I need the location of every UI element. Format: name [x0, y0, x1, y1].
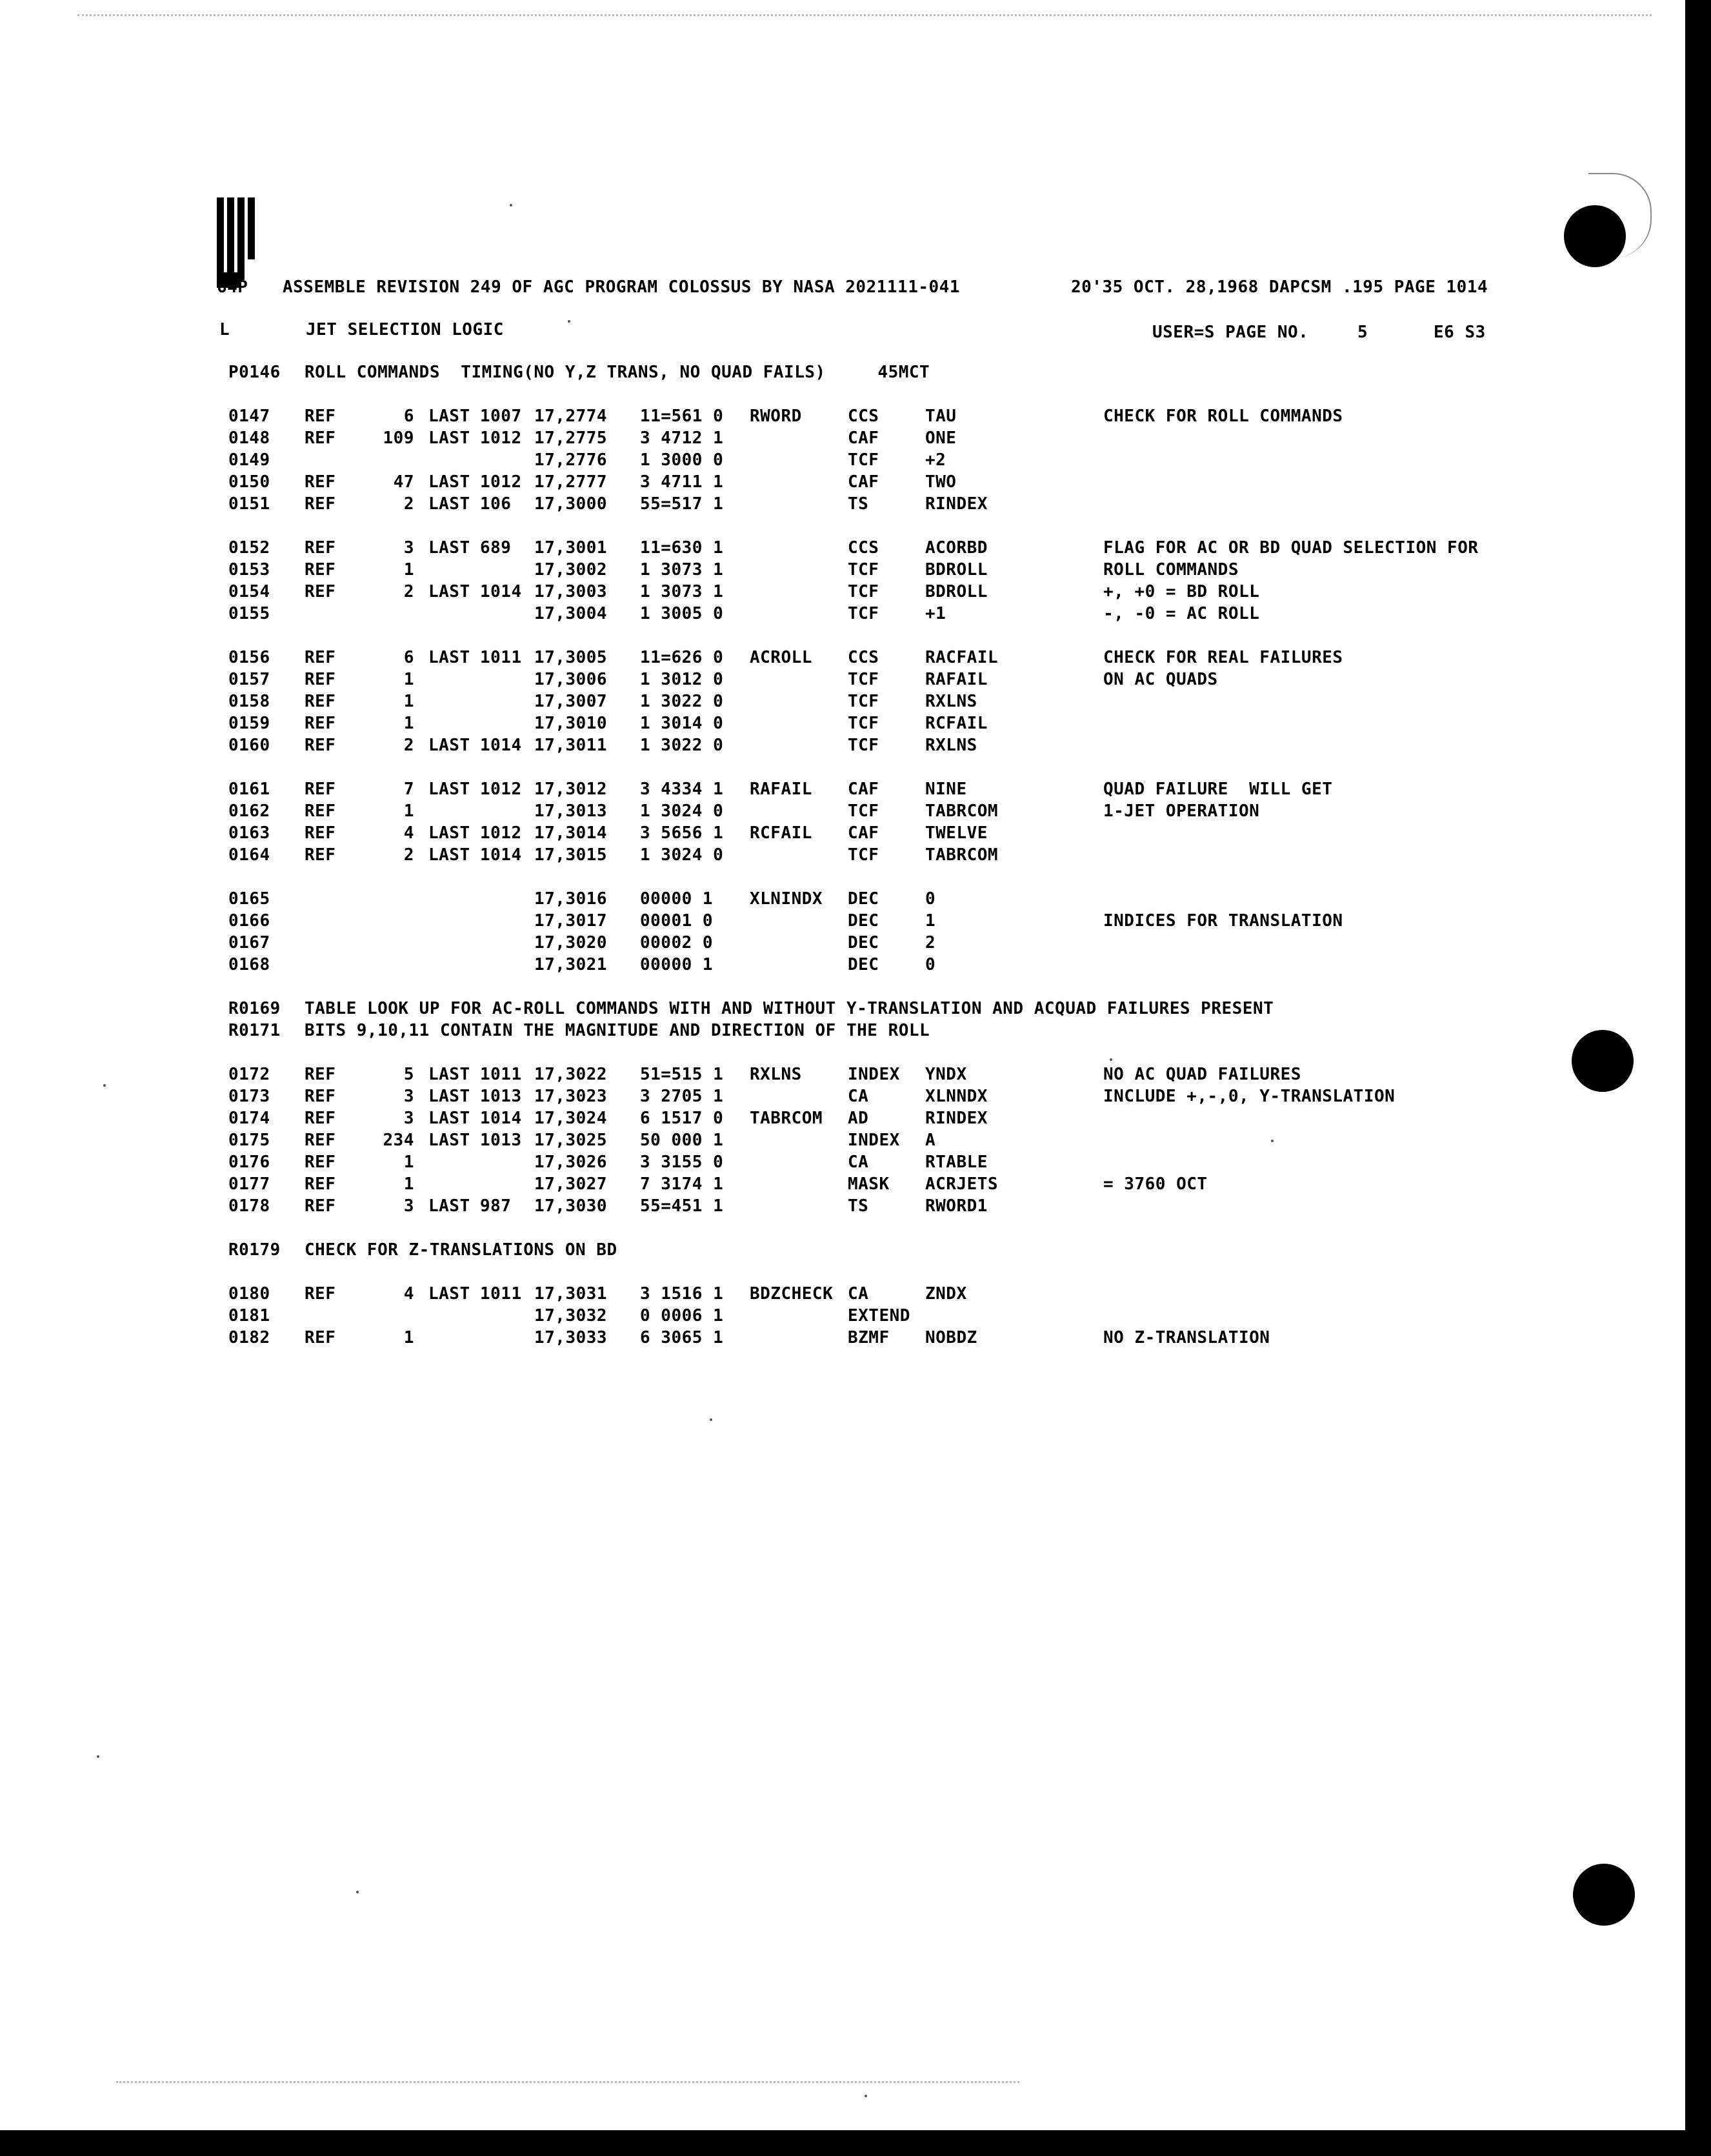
field-rep: REF — [305, 1174, 336, 1194]
field-op: CCS — [848, 538, 879, 558]
field-rep: REF — [305, 582, 336, 601]
field-num: 0164 — [228, 845, 270, 865]
field-op: CA — [848, 1153, 869, 1172]
field-lastn: 689 — [480, 538, 512, 558]
field-op: TCF — [848, 560, 879, 579]
field-cmt: 1-JET OPERATION — [1103, 801, 1260, 821]
field-last: LAST — [428, 1087, 470, 1106]
user-page-label: USER=S PAGE NO. — [1152, 323, 1309, 342]
field-arg: TAU — [925, 407, 957, 426]
field-rep: REF — [305, 1109, 336, 1128]
field-op: DEC — [848, 933, 879, 952]
field-arg: ONE — [925, 428, 957, 448]
field-op: TCF — [848, 582, 879, 601]
field-cnt: 1 — [403, 714, 414, 733]
code-listing — [228, 0, 1680, 2130]
scan-speck — [97, 1755, 99, 1758]
field-cnt: 1 — [403, 1174, 414, 1194]
field-cnt: 3 — [403, 1196, 414, 1216]
field-code: 1 3005 0 — [640, 604, 724, 623]
field-rep: REF — [305, 780, 336, 799]
field-op: CAF — [848, 780, 879, 799]
field-arg: 1 — [925, 911, 936, 931]
scan-border-right — [1685, 0, 1711, 2156]
field-loc: TABRCOM — [750, 1109, 823, 1128]
field-op: DEC — [848, 911, 879, 931]
field-rep: REF — [305, 801, 336, 821]
field-op: MASK — [848, 1174, 890, 1194]
field-arg: NINE — [925, 780, 967, 799]
field-rep: REF — [305, 714, 336, 733]
field-op: CCS — [848, 407, 879, 426]
field-code: 1 3014 0 — [640, 714, 724, 733]
field-num: 0158 — [228, 692, 270, 711]
field-cnt: 1 — [403, 560, 414, 579]
field-lastn: 1014 — [480, 736, 522, 755]
field-last: LAST — [428, 407, 470, 426]
field-addr: 17,3024 — [534, 1109, 608, 1128]
field-code: 3 4712 1 — [640, 428, 724, 448]
field-arg: RXLNS — [925, 692, 977, 711]
field-addr: 17,3021 — [534, 955, 608, 974]
field-code: 50 000 1 — [640, 1131, 724, 1150]
field-cmt: CHECK FOR ROLL COMMANDS — [1103, 407, 1343, 426]
field-cmt: INCLUDE +,-,0, Y-TRANSLATION — [1103, 1087, 1396, 1106]
field-last: LAST — [428, 823, 470, 843]
field-addr: 17,3025 — [534, 1131, 608, 1150]
field-op: AD — [848, 1109, 869, 1128]
field-addr: 17,2777 — [534, 472, 608, 492]
field-arg: TWELVE — [925, 823, 988, 843]
field-last: LAST — [428, 428, 470, 448]
field-code: 3 1516 1 — [640, 1284, 724, 1304]
field-op: BZMF — [848, 1328, 890, 1347]
field-last: LAST — [428, 472, 470, 492]
field-addr: 17,3013 — [534, 801, 608, 821]
field-num: 0149 — [228, 450, 270, 470]
field-op: CAF — [848, 823, 879, 843]
field-cnt: 1 — [403, 1153, 414, 1172]
field-num: 0174 — [228, 1109, 270, 1128]
field-loc: BDZCHECK — [750, 1284, 834, 1304]
field-arg: BDROLL — [925, 582, 988, 601]
field-last: LAST — [428, 494, 470, 514]
field-loc: RAFAIL — [750, 780, 812, 799]
field-addr: 17,3033 — [534, 1328, 608, 1347]
field-code: 1 3073 1 — [640, 582, 724, 601]
page-title: ASSEMBLE REVISION 249 OF AGC PROGRAM COLOSSUS BY NASA 2021111-041 — [283, 277, 960, 297]
remark-text: ROLL COMMANDS TIMING(NO Y,Z TRANS, NO QUAD FAILS) 45MCT — [305, 363, 930, 382]
field-code: 11=626 0 — [640, 648, 724, 667]
field-op: DEC — [848, 955, 879, 974]
field-addr: 17,3026 — [534, 1153, 608, 1172]
field-addr: 17,3016 — [534, 889, 608, 909]
field-code: 00000 1 — [640, 889, 714, 909]
field-addr: 17,3011 — [534, 736, 608, 755]
user-page-number: 5 — [1357, 323, 1368, 342]
field-addr: 17,3000 — [534, 494, 608, 514]
field-num: 0148 — [228, 428, 270, 448]
field-op: TCF — [848, 692, 879, 711]
field-arg: RCFAIL — [925, 714, 988, 733]
field-num: 0172 — [228, 1065, 270, 1084]
field-rep: REF — [305, 823, 336, 843]
field-op: TCF — [848, 736, 879, 755]
field-lastn: 1011 — [480, 1065, 522, 1084]
user-page-code: E6 S3 — [1434, 323, 1486, 342]
field-op: CCS — [848, 648, 879, 667]
field-last: LAST — [428, 538, 470, 558]
field-rep: REF — [305, 560, 336, 579]
field-num: 0181 — [228, 1306, 270, 1325]
field-op: TCF — [848, 670, 879, 689]
section-letter: L — [219, 320, 230, 339]
field-addr: 17,3003 — [534, 582, 608, 601]
field-code: 1 3022 0 — [640, 692, 724, 711]
line-number: R0169 — [228, 999, 281, 1018]
field-addr: 17,3014 — [534, 823, 608, 843]
field-cnt: 5 — [403, 1065, 414, 1084]
field-rep: REF — [305, 428, 336, 448]
scan-border-bottom — [0, 2130, 1711, 2156]
field-num: 0163 — [228, 823, 270, 843]
field-addr: 17,3002 — [534, 560, 608, 579]
field-loc: ACROLL — [750, 648, 812, 667]
field-addr: 17,3031 — [534, 1284, 608, 1304]
field-rep: REF — [305, 1284, 336, 1304]
field-op: TS — [848, 1196, 869, 1216]
field-cnt: 4 — [403, 1284, 414, 1304]
field-addr: 17,3032 — [534, 1306, 608, 1325]
field-last: LAST — [428, 1196, 470, 1216]
field-arg: TABRCOM — [925, 801, 999, 821]
field-num: 0173 — [228, 1087, 270, 1106]
field-rep: REF — [305, 648, 336, 667]
field-code: 1 3024 0 — [640, 801, 724, 821]
field-rep: REF — [305, 1328, 336, 1347]
field-cnt: 2 — [403, 845, 414, 865]
field-arg: YNDX — [925, 1065, 967, 1084]
field-rep: REF — [305, 1087, 336, 1106]
field-op: CAF — [848, 472, 879, 492]
field-rep: REF — [305, 472, 336, 492]
field-last: LAST — [428, 845, 470, 865]
field-arg: XLNNDX — [925, 1087, 988, 1106]
field-code: 1 3000 0 — [640, 450, 724, 470]
field-op: TCF — [848, 604, 879, 623]
field-loc: RCFAIL — [750, 823, 812, 843]
field-cmt: FLAG FOR AC OR BD QUAD SELECTION FOR — [1103, 538, 1479, 558]
field-rep: REF — [305, 494, 336, 514]
field-code: 0 0006 1 — [640, 1306, 724, 1325]
field-num: 0150 — [228, 472, 270, 492]
field-cnt: 2 — [403, 582, 414, 601]
field-arg: RINDEX — [925, 494, 988, 514]
field-last: LAST — [428, 780, 470, 799]
field-code: 55=451 1 — [640, 1196, 724, 1216]
field-code: 7 3174 1 — [640, 1174, 724, 1194]
field-num: 0155 — [228, 604, 270, 623]
field-num: 0151 — [228, 494, 270, 514]
field-last: LAST — [428, 582, 470, 601]
field-num: 0165 — [228, 889, 270, 909]
field-num: 0152 — [228, 538, 270, 558]
field-arg: +2 — [925, 450, 946, 470]
field-lastn: 1012 — [480, 780, 522, 799]
field-lastn: 1013 — [480, 1131, 522, 1150]
field-arg: ACORBD — [925, 538, 988, 558]
field-cmt: +, +0 = BD ROLL — [1103, 582, 1260, 601]
section-title: JET SELECTION LOGIC — [306, 320, 504, 339]
field-cnt: 3 — [403, 1109, 414, 1128]
field-cmt: ROLL COMMANDS — [1103, 560, 1239, 579]
field-cnt: 7 — [403, 780, 414, 799]
field-addr: 17,3023 — [534, 1087, 608, 1106]
field-rep: REF — [305, 1131, 336, 1150]
field-lastn: 1013 — [480, 1087, 522, 1106]
field-op: EXTEND — [848, 1306, 910, 1325]
field-code: 1 3024 0 — [640, 845, 724, 865]
field-cmt: NO Z-TRANSLATION — [1103, 1328, 1270, 1347]
field-lastn: 987 — [480, 1196, 512, 1216]
field-addr: 17,3022 — [534, 1065, 608, 1084]
field-addr: 17,3010 — [534, 714, 608, 733]
field-arg: TWO — [925, 472, 957, 492]
field-num: 0182 — [228, 1328, 270, 1347]
field-rep: REF — [305, 1196, 336, 1216]
field-cmt: = 3760 OCT — [1103, 1174, 1208, 1194]
field-cmt: CHECK FOR REAL FAILURES — [1103, 648, 1343, 667]
field-rep: REF — [305, 407, 336, 426]
field-cnt: 1 — [403, 801, 414, 821]
field-code: 55=517 1 — [640, 494, 724, 514]
remark-text: CHECK FOR Z-TRANSLATIONS ON BD — [305, 1240, 617, 1260]
field-cnt: 2 — [403, 494, 414, 514]
field-op: TCF — [848, 801, 879, 821]
field-arg: BDROLL — [925, 560, 988, 579]
field-loc: RXLNS — [750, 1065, 802, 1084]
field-lastn: 1014 — [480, 1109, 522, 1128]
field-rep: REF — [305, 1153, 336, 1172]
field-last: LAST — [428, 1284, 470, 1304]
field-addr: 17,3015 — [534, 845, 608, 865]
field-lastn: 106 — [480, 494, 512, 514]
field-arg: 0 — [925, 889, 936, 909]
scan-speck — [103, 1084, 106, 1087]
field-last: LAST — [428, 1065, 470, 1084]
field-cmt: INDICES FOR TRANSLATION — [1103, 911, 1343, 931]
field-loc: XLNINDX — [750, 889, 823, 909]
field-num: 0154 — [228, 582, 270, 601]
field-last: LAST — [428, 736, 470, 755]
field-arg: ACRJETS — [925, 1174, 999, 1194]
field-addr: 17,3020 — [534, 933, 608, 952]
field-addr: 17,3007 — [534, 692, 608, 711]
field-code: 3 3155 0 — [640, 1153, 724, 1172]
field-addr: 17,3012 — [534, 780, 608, 799]
field-num: 0160 — [228, 736, 270, 755]
remark-text: BITS 9,10,11 CONTAIN THE MAGNITUDE AND DIRECTION OF THE ROLL — [305, 1021, 930, 1040]
field-arg: RWORD1 — [925, 1196, 988, 1216]
field-cnt: 109 — [383, 428, 414, 448]
field-op: TS — [848, 494, 869, 514]
page-datestamp: 20'35 OCT. 28,1968 DAPCSM .195 PAGE 1014 — [1071, 277, 1488, 297]
field-code: 3 4334 1 — [640, 780, 724, 799]
field-code: 6 3065 1 — [640, 1328, 724, 1347]
field-code: 00002 0 — [640, 933, 714, 952]
field-op: TCF — [848, 450, 879, 470]
field-code: 3 5656 1 — [640, 823, 724, 843]
field-cmt: ON AC QUADS — [1103, 670, 1218, 689]
field-code: 1 3012 0 — [640, 670, 724, 689]
field-op: CA — [848, 1284, 869, 1304]
field-arg: 2 — [925, 933, 936, 952]
field-num: 0156 — [228, 648, 270, 667]
field-num: 0166 — [228, 911, 270, 931]
field-loc: RWORD — [750, 407, 802, 426]
field-lastn: 1012 — [480, 428, 522, 448]
field-rep: REF — [305, 538, 336, 558]
field-arg: +1 — [925, 604, 946, 623]
line-number: R0171 — [228, 1021, 281, 1040]
field-lastn: 1014 — [480, 845, 522, 865]
field-addr: 17,3004 — [534, 604, 608, 623]
field-num: 0175 — [228, 1131, 270, 1150]
field-lastn: 1014 — [480, 582, 522, 601]
field-code: 11=630 1 — [640, 538, 724, 558]
field-addr: 17,3027 — [534, 1174, 608, 1194]
field-cnt: 1 — [403, 1328, 414, 1347]
field-cmt: QUAD FAILURE WILL GET — [1103, 780, 1333, 799]
field-lastn: 1011 — [480, 1284, 522, 1304]
field-num: 0176 — [228, 1153, 270, 1172]
field-addr: 17,3001 — [534, 538, 608, 558]
field-lastn: 1011 — [480, 648, 522, 667]
field-cnt: 1 — [403, 692, 414, 711]
field-lastn: 1012 — [480, 472, 522, 492]
field-arg: RINDEX — [925, 1109, 988, 1128]
field-op: DEC — [848, 889, 879, 909]
field-code: 1 3022 0 — [640, 736, 724, 755]
field-addr: 17,2776 — [534, 450, 608, 470]
field-num: 0167 — [228, 933, 270, 952]
field-rep: REF — [305, 845, 336, 865]
field-cnt: 3 — [403, 538, 414, 558]
field-addr: 17,2775 — [534, 428, 608, 448]
field-op: CAF — [848, 428, 879, 448]
field-arg: RXLNS — [925, 736, 977, 755]
field-cmt: -, -0 = AC ROLL — [1103, 604, 1260, 623]
field-arg: RTABLE — [925, 1153, 988, 1172]
field-cmt: NO AC QUAD FAILURES — [1103, 1065, 1301, 1084]
field-lastn: 1007 — [480, 407, 522, 426]
field-num: 0153 — [228, 560, 270, 579]
line-number: R0179 — [228, 1240, 281, 1260]
field-rep: REF — [305, 736, 336, 755]
line-number: P0146 — [228, 363, 281, 382]
field-rep: REF — [305, 692, 336, 711]
field-cnt: 6 — [403, 407, 414, 426]
field-addr: 17,3006 — [534, 670, 608, 689]
field-num: 0147 — [228, 407, 270, 426]
field-code: 3 4711 1 — [640, 472, 724, 492]
field-cnt: 6 — [403, 648, 414, 667]
field-op: TCF — [848, 714, 879, 733]
field-cnt: 2 — [403, 736, 414, 755]
field-arg: TABRCOM — [925, 845, 999, 865]
field-code: 11=561 0 — [640, 407, 724, 426]
field-num: 0178 — [228, 1196, 270, 1216]
field-cnt: 1 — [403, 670, 414, 689]
field-code: 51=515 1 — [640, 1065, 724, 1084]
field-num: 0162 — [228, 801, 270, 821]
field-arg: ZNDX — [925, 1284, 967, 1304]
field-arg: 0 — [925, 955, 936, 974]
field-rep: REF — [305, 1065, 336, 1084]
field-num: 0180 — [228, 1284, 270, 1304]
field-cnt: 234 — [383, 1131, 414, 1150]
field-addr: 17,3005 — [534, 648, 608, 667]
field-op: CA — [848, 1087, 869, 1106]
field-cnt: 4 — [403, 823, 414, 843]
field-op: INDEX — [848, 1131, 900, 1150]
field-last: LAST — [428, 1131, 470, 1150]
field-op: INDEX — [848, 1065, 900, 1084]
field-op: TCF — [848, 845, 879, 865]
field-last: LAST — [428, 1109, 470, 1128]
field-code: 00001 0 — [640, 911, 714, 931]
field-cnt: 3 — [403, 1087, 414, 1106]
field-arg: RAFAIL — [925, 670, 988, 689]
field-num: 0159 — [228, 714, 270, 733]
field-code: 1 3073 1 — [640, 560, 724, 579]
field-last: LAST — [428, 648, 470, 667]
field-arg: A — [925, 1131, 936, 1150]
field-num: 0157 — [228, 670, 270, 689]
field-arg: NOBDZ — [925, 1328, 977, 1347]
field-addr: 17,2774 — [534, 407, 608, 426]
field-num: 0177 — [228, 1174, 270, 1194]
remark-text: TABLE LOOK UP FOR AC-ROLL COMMANDS WITH AND WITHOUT Y-TRANSLATION AND ACQUAD FAILURES PRESENT — [305, 999, 1274, 1018]
field-cnt: 47 — [393, 472, 414, 492]
field-num: 0168 — [228, 955, 270, 974]
field-num: 0161 — [228, 780, 270, 799]
field-addr: 17,3030 — [534, 1196, 608, 1216]
field-lastn: 1012 — [480, 823, 522, 843]
field-code: 3 2705 1 — [640, 1087, 724, 1106]
field-code: 6 1517 0 — [640, 1109, 724, 1128]
field-rep: REF — [305, 670, 336, 689]
page-tag: 64P — [217, 277, 248, 297]
field-arg: RACFAIL — [925, 648, 999, 667]
field-code: 00000 1 — [640, 955, 714, 974]
field-addr: 17,3017 — [534, 911, 608, 931]
